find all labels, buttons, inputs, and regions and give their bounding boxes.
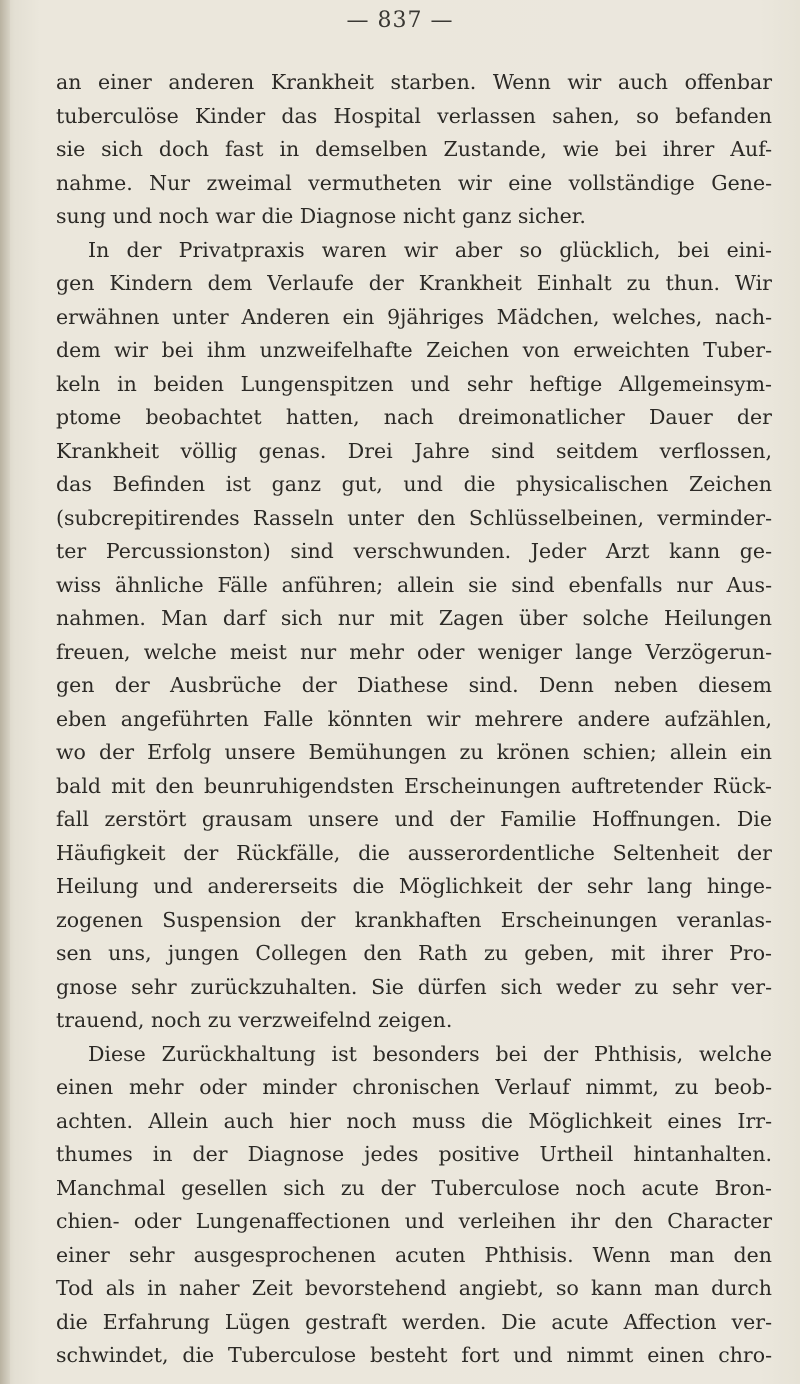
text-line: einen mehr oder minder chronischen Verlauf nimmt, zu beob- [56, 1075, 772, 1099]
text-line: tuberculöse Kinder das Hospital verlassen sahen, so befanden [56, 103, 772, 128]
text-line: bald mit den beunruhigendsten Erscheinungen auftretender Rück- [56, 773, 772, 798]
text-line: einer sehr ausgesprochenen acuten Phthisis. Wenn man den [56, 1242, 772, 1267]
text-line: Heilung und andererseits die Möglichkeit der sehr lang hinge- [56, 874, 772, 898]
text-line: die Erfahrung Lügen gestraft werden. Die acute Affection ver- [56, 1309, 772, 1334]
page-gutter-shadow [0, 0, 10, 1384]
text-line: fall zerstört grausam unsere und der Familie Hoffnungen. Die [56, 807, 772, 831]
text-line: (subcrepitirendes Rasseln unter den Schlüsselbeinen, verminder- [56, 505, 772, 530]
text-line: Häufigkeit der Rückfälle, die ausserordentliche Seltenheit der [56, 840, 772, 865]
text-line: nahme. Nur zweimal vermutheten wir eine vollständige Gene- [56, 170, 772, 195]
text-line: Diese Zurückhaltung ist besonders bei der Phthisis, welche [88, 1041, 772, 1066]
text-line: das Befinden ist ganz gut, und die physicalischen Zeichen [56, 472, 772, 496]
text-line: sung und noch war die Diagnose nicht ganz sicher. [56, 204, 586, 228]
text-line: gen der Ausbrüche der Diathese sind. Denn neben diesem [56, 673, 772, 697]
text-line: chien- oder Lungenaffectionen und verleihen ihr den Character [56, 1209, 772, 1233]
text-line: thumes in der Diagnose jedes positive Urtheil hintanhalten. [56, 1142, 772, 1166]
text-line: schwindet, die Tuberculose besteht fort und nimmt einen chro- [56, 1343, 772, 1367]
text-line: an einer anderen Krankheit starben. Wenn wir auch offenbar [56, 70, 772, 94]
text-line: trauend, noch zu verzweifelnd zeigen. [56, 1008, 453, 1032]
text-line: keln in beiden Lungenspitzen und sehr heftige Allgemeinsym- [56, 371, 772, 396]
text-line: sen uns, jungen Collegen den Rath zu geben, mit ihrer Pro- [56, 941, 772, 965]
text-line: wiss ähnliche Fälle anführen; allein sie sind ebenfalls nur Aus- [56, 572, 772, 597]
text-line: Krankheit völlig genas. Drei Jahre sind seitdem verflossen, [56, 438, 772, 463]
text-line: wo der Erfolg unsere Bemühungen zu krönen schien; allein ein [56, 740, 772, 764]
text-line: achten. Allein auch hier noch muss die Möglichkeit eines Irr- [56, 1108, 772, 1133]
text-line: Manchmal gesellen sich zu der Tuberculose noch acute Bron- [56, 1175, 772, 1200]
text-line: dem wir bei ihm unzweifelhafte Zeichen von erweichten Tuber- [56, 338, 772, 362]
text-line: freuen, welche meist nur mehr oder weniger lange Verzögerun- [56, 639, 772, 664]
text-line: ter Percussionston) sind verschwunden. Jeder Arzt kann ge- [56, 539, 772, 563]
text-line: ptome beobachtet hatten, nach dreimonatlicher Dauer der [56, 405, 772, 429]
text-line: Tod als in naher Zeit bevorstehend angiebt, so kann man durch [56, 1276, 772, 1300]
page-number: — 837 — [346, 8, 454, 33]
text-line: eben angeführten Falle könnten wir mehrere andere aufzählen, [56, 706, 772, 731]
text-line: erwähnen unter Anderen ein 9jähriges Mädchen, welches, nach- [56, 304, 772, 329]
body-text [56, 66, 772, 1373]
text-line: In der Privatpraxis waren wir aber so glücklich, bei eini- [88, 237, 772, 262]
text-line: zogenen Suspension der krankhaften Erscheinungen veranlas- [56, 907, 772, 932]
text-line: gnose sehr zurückzuhalten. Sie dürfen sich weder zu sehr ver- [56, 974, 772, 999]
text-line: gen Kindern dem Verlaufe der Krankheit Einhalt zu thun. Wir [56, 271, 772, 295]
text-line: sie sich doch fast in demselben Zustande, wie bei ihrer Auf- [56, 137, 772, 161]
text-line: nahmen. Man darf sich nur mit Zagen über solche Heilungen [56, 606, 772, 630]
